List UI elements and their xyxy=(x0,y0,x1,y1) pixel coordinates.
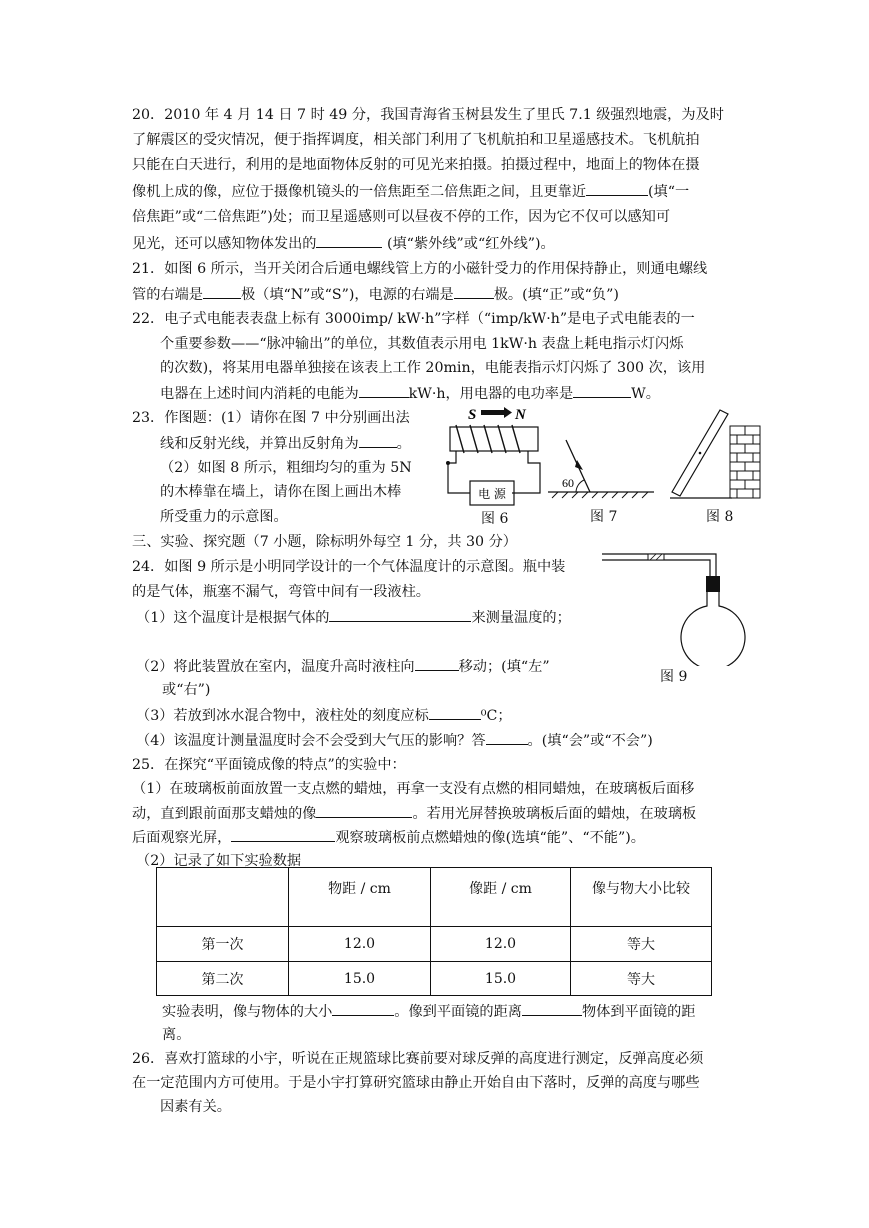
q20-line-4-text: 像机上成的像，应位于摄像机镜头的一倍焦距至二倍焦距之间，且更靠近 xyxy=(132,184,587,200)
figure-6-caption: 图 6 xyxy=(481,511,509,527)
header-cell-blank xyxy=(157,868,289,927)
q24-blank-4[interactable] xyxy=(486,730,528,745)
q24-blank-2[interactable] xyxy=(415,656,459,671)
angle-arc xyxy=(576,480,584,492)
q23-line-2-text: 线和反射光线，并算出反射角为 xyxy=(160,436,359,452)
experiment-data-table xyxy=(156,867,712,996)
q25-blank-4[interactable] xyxy=(522,1001,582,1016)
q24-sub-4 xyxy=(136,730,653,751)
q23-line-4: 的木棒靠在墙上，请你在图上画出木棒 xyxy=(160,484,402,500)
figure-7-reflection xyxy=(542,432,658,500)
q21-blank-1[interactable] xyxy=(203,284,241,299)
header-object-distance: 物距 / cm xyxy=(289,868,431,927)
q25-conclusion-mid: 。像到平面镜的距离 xyxy=(394,1004,522,1020)
figure-9-caption: 图 9 xyxy=(660,669,688,685)
q21-line-2 xyxy=(132,284,619,305)
q23-line-2 xyxy=(160,433,411,454)
q26-line-3: 因素有关。 xyxy=(160,1099,231,1115)
q25-line-1: 25．在探究“平面镜成像的特点”的实验中： xyxy=(132,757,406,773)
q25-line-4-tail: 观察玻璃板前点燃蜡烛的像(选填“能”、“不能”)。 xyxy=(335,830,645,846)
q20-line-6-tail: (填“紫外线”或“红外线”)。 xyxy=(382,236,555,252)
q25-blank-1[interactable] xyxy=(316,803,412,818)
q24-sub-1-text: （1）这个温度计是根据气体的 xyxy=(136,610,330,626)
row-1-size-comparison: 等大 xyxy=(571,927,712,962)
q23-line-3: （2）如图 8 所示，粗细均匀的重为 5N xyxy=(160,460,412,476)
q25-conclusion-2: 离。 xyxy=(162,1027,191,1043)
q24-line-1: 24．如图 9 所示是小明同学设计的一个气体温度计的示意图。瓶中装 xyxy=(132,559,566,575)
q26-line-2: 在一定范围内方可使用。于是小宇打算研究篮球由静止开始自由下落时，反弹的高度与哪些 xyxy=(132,1075,700,1091)
q25-line-3-tail: 。若用光屏替换玻璃板后面的蜡烛，在玻璃板 xyxy=(412,806,697,822)
q24-sub-2-cont: 或“右”) xyxy=(162,682,211,698)
magnet-s-pole: S xyxy=(468,407,477,423)
q21-blank-2[interactable] xyxy=(454,284,494,299)
q25-line-3 xyxy=(132,803,696,824)
brick-wall xyxy=(730,426,760,498)
q22-line-1: 22．电子式电能表表盘上标有 3000imp/ kW·h”字样（“imp/kW·h”是电子式电能表的一 xyxy=(132,311,695,327)
q22-line-4-mid: kW·h，用电器的电功率是 xyxy=(408,386,574,402)
q25-line-5: （2）记录了如下实验数据 xyxy=(136,853,302,869)
round-flask xyxy=(681,592,745,666)
q25-conclusion-1 xyxy=(162,1001,695,1022)
q25-line-2: （1）在玻璃板前面放置一支点燃的蜡烛，再拿一支没有点燃的相同蜡烛，在玻璃板后面移 xyxy=(132,781,695,797)
q23-line-5: 所受重力的示意图。 xyxy=(160,509,288,525)
q21-line-2-mid: 极（填“N”或“S”)，电源的右端是 xyxy=(240,287,454,303)
figure-8-stick-on-wall xyxy=(666,408,766,502)
bent-tube-inner xyxy=(602,560,710,576)
q24-blank-3[interactable] xyxy=(429,705,481,720)
q20-line-4 xyxy=(132,181,689,202)
q24-sub-2-text: （2）将此装置放在室内，温度升高时液柱向 xyxy=(136,659,415,675)
q24-sub-2 xyxy=(136,656,550,677)
row-2-object-distance: 15.0 xyxy=(289,962,431,996)
q24-sub-1 xyxy=(136,607,571,628)
wire-right xyxy=(512,451,540,493)
q24-sub-3 xyxy=(136,705,512,726)
q20-blank-1[interactable] xyxy=(586,181,648,196)
q24-sub-3-tail: ⁰C； xyxy=(480,708,512,724)
q23-blank-1[interactable] xyxy=(359,433,397,448)
row-1-label: 第一次 xyxy=(157,927,289,962)
q23-line-2-tail: 。 xyxy=(396,436,411,452)
row-2-image-distance: 15.0 xyxy=(431,962,571,996)
q26-line-1: 26．喜欢打篮球的小宇，听说在正规篮球比赛前要对球反弹的高度进行测定，反弹高度必须 xyxy=(132,1051,704,1067)
q22-blank-1[interactable] xyxy=(359,383,409,398)
switch-pivot xyxy=(446,461,450,465)
figure-9-gas-thermometer xyxy=(600,550,760,666)
q21-line-2-text: 管的右端是 xyxy=(132,287,203,303)
q22-line-4 xyxy=(160,383,660,404)
bottle-stopper xyxy=(706,576,720,592)
q24-sub-1-tail: 来测量温度的； xyxy=(471,610,571,626)
needle-arrow xyxy=(504,407,512,418)
section-3-heading: 三、实验、探究题（7 小题，除标明外每空 1 分，共 30 分） xyxy=(132,534,517,550)
figure-8-caption: 图 8 xyxy=(706,509,734,525)
q24-line-2: 的是气体，瓶塞不漏气，弯管中间有一段液柱。 xyxy=(132,584,430,600)
q25-line-4-text: 后面观察光屏， xyxy=(132,830,232,846)
row-2-label: 第二次 xyxy=(157,962,289,996)
q22-blank-2[interactable] xyxy=(573,383,631,398)
q25-blank-2[interactable] xyxy=(231,827,335,842)
q25-line-4 xyxy=(132,827,645,848)
q25-conclusion-text: 实验表明，像与物体的大小 xyxy=(162,1004,333,1020)
q22-line-3: 的次数)，将某用电器单独接在该表上工作 20min，电能表指示灯闪烁了 300 次，该用 xyxy=(160,360,706,376)
q25-conclusion-tail: 物体到平面镜的距 xyxy=(581,1004,696,1020)
q21-line-1: 21．如图 6 所示，当开关闭合后通电螺线管上方的小磁针受力的作用保持静止，则通电螺线 xyxy=(132,261,708,277)
q24-sub-4-text: （4）该温度计测量温度时会不会受到大气压的影响？答 xyxy=(136,733,486,749)
q24-sub-4-tail: 。(填“会”或“不会”) xyxy=(527,733,653,749)
q25-blank-3[interactable] xyxy=(332,1001,394,1016)
q24-sub-3-text: （3）若放到冰水混合物中，液柱处的刻度应标 xyxy=(136,708,429,724)
row-2-size-comparison: 等大 xyxy=(571,962,712,996)
q20-line-1: 20．2010 年 4 月 14 日 7 时 49 分，我国青海省玉树县发生了里氏 7.1 级强烈地震，为及时 xyxy=(132,107,724,123)
q23-line-1: 23．作图题：(1）请你在图 7 中分别画出法 xyxy=(132,410,410,426)
wire-left xyxy=(448,451,470,493)
row-1-image-distance: 12.0 xyxy=(431,927,571,962)
angle-label: 60 xyxy=(562,476,574,490)
q24-sub-2-tail: 移动；(填“左” xyxy=(458,659,550,675)
q22-line-2: 个重要参数——“脉冲输出”的单位，其数值表示用电 1kW·h 表盘上耗电指示灯闪烁 xyxy=(160,336,684,352)
figure-6-solenoid-circuit xyxy=(440,403,552,525)
q20-line-3: 只能在白天进行，利用的是地面物体反射的可见光来拍摄。拍摄过程中，地面上的物体在摄 xyxy=(132,157,700,173)
power-source-label: 电 源 xyxy=(478,487,506,501)
solenoid-coil xyxy=(456,425,520,453)
surface-hatching xyxy=(552,492,648,498)
compass-needle xyxy=(481,410,504,415)
table-header-row xyxy=(157,868,712,927)
q20-line-6-text: 见光，还可以感知物体发出的 xyxy=(132,236,317,252)
q21-line-2-tail: 极。(填“正”或“负”) xyxy=(493,287,619,303)
q24-blank-1[interactable] xyxy=(329,607,471,622)
q20-line-2: 了解震区的受灾情况，便于指挥调度，相关部门利用了飞机航拍和卫星遥感技术。飞机航拍 xyxy=(132,132,700,148)
q20-blank-2[interactable] xyxy=(316,233,382,248)
header-size-comparison: 像与物大小比较 xyxy=(571,868,712,927)
row-1-object-distance: 12.0 xyxy=(289,927,431,962)
table-row xyxy=(157,927,712,962)
q22-line-4-tail: W。 xyxy=(631,386,660,402)
q25-line-3-text: 动，直到跟前面那支蜡烛的像 xyxy=(132,806,317,822)
figure-7-caption: 图 7 xyxy=(590,509,618,525)
solenoid-core xyxy=(450,427,538,451)
q20-line-5: 倍焦距”或“二倍焦距”)处；而卫星遥感则可以昼夜不停的工作，因为它不仅可以感知可 xyxy=(132,209,671,225)
header-image-distance: 像距 / cm xyxy=(431,868,571,927)
stick-center xyxy=(699,452,702,455)
table-row xyxy=(157,962,712,996)
q20-line-4-tail: (填“一 xyxy=(648,184,690,200)
magnet-n-pole: N xyxy=(515,407,526,423)
q22-line-4-text: 电器在上述时间内消耗的电能为 xyxy=(160,386,359,402)
q20-line-6 xyxy=(132,233,555,254)
